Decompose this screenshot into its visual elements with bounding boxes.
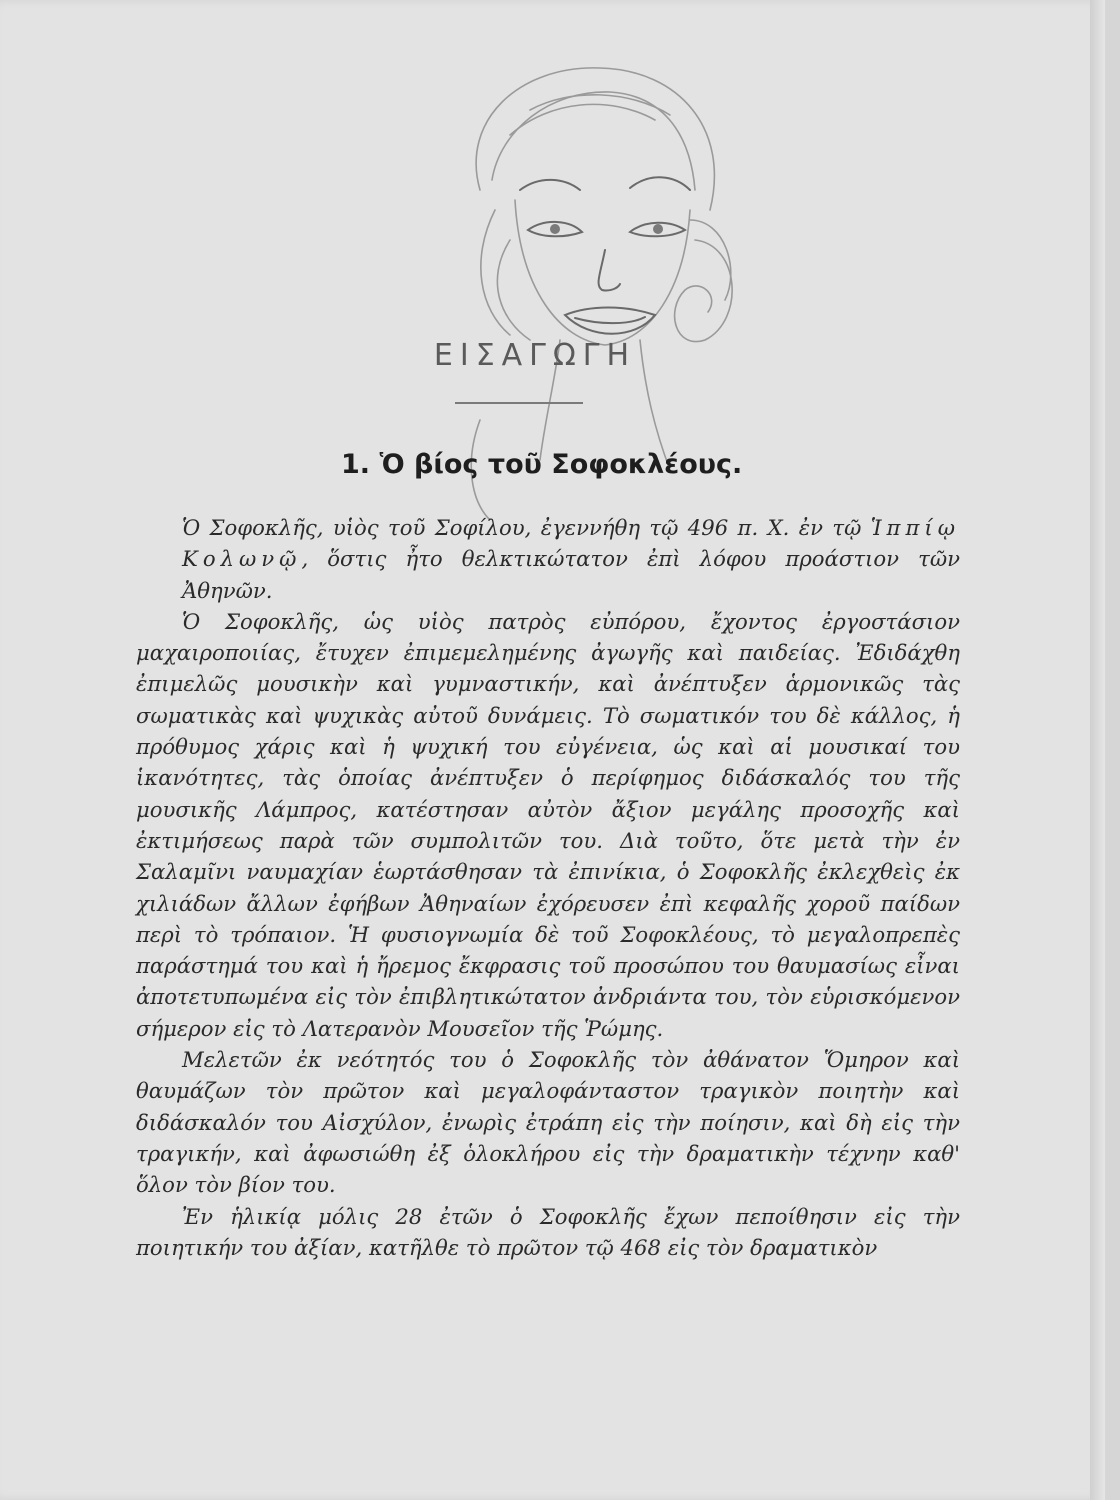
section-title: 1. Ὁ βίος τοῦ Σοφοκλέους. — [341, 449, 743, 480]
right-eyebrow — [630, 177, 690, 190]
body-text — [136, 512, 960, 1263]
chapter-heading: ΕΙΣΑΓΩΓΗ — [433, 338, 637, 373]
paragraph-1-spaced-place: Ἱππίῳ Κολωνῷ — [182, 515, 960, 572]
paragraph-1-start: Ὁ Σοφοκλῆς, υἱὸς τοῦ Σοφίλου, ἐγεννήθη τῷ 496 π. Χ. ἐν τῷ — [182, 515, 871, 540]
portrait-sketch-illustration — [440, 40, 740, 520]
paragraph-4: Ἐν ἡλικίᾳ μόλις 28 ἐτῶν ὁ Σοφοκλῆς ἔχων πεποίθησιν εἰς τὴν ποιητικήν του ἀξίαν, κατῆλθε τὸ πρῶτον τῷ 468 εἰς τὸν δραματικὸν — [136, 1203, 960, 1260]
paragraph-1-end: , ὅστις ἦτο θελκτικώτατον ἐπὶ λόφου προάστιον τῶν Ἀθηνῶν. — [182, 546, 960, 603]
hair-outline — [476, 68, 714, 210]
nose — [599, 250, 620, 291]
paragraph-2: Ὁ Σοφοκλῆς, ὡς υἱὸς πατρὸς εὐπόρου, ἔχοντος ἐργοστάσιον μαχαιροποιίας, ἔτυχεν ἐπιμεμελημένης ἀγωγῆς καὶ παιδείας. Ἐδιδάχθη ἐπιμελῶς μουσικὴν καὶ γυμναστικήν, καὶ ἀνέπτυξεν ἁρμονικῶς τὰς σωματικὰς καὶ ψυχικὰς αὐτοῦ δυνάμεις. Τὸ σωματικόν του δὲ κάλλος, ἡ πρόθυμος χάρις καὶ ἡ ψυχική του εὐγένεια, ὡς καὶ αἱ μουσικαί του ἱκανότητες, τὰς ὁποίας ἀνέπτυξεν ὁ περίφημος διδάσκαλός του τῆς μουσικῆς Λάμπρος, κατέστησαν αὐτὸν ἄξιον μεγάλης προσοχῆς καὶ ἐκτιμήσεως παρὰ τῶν συμπολιτῶν του. Διὰ τοῦτο, ὅτε μετὰ τὴν ἐν Σαλαμῖνι ναυμαχίαν ἑωρτάσθησαν τὰ ἐπινίκια, ὁ Σοφοκλῆς ἐκλεχθεὶς ἐκ χιλιάδων ἄλλων ἐφήβων Ἀθηναίων ἐχόρευσεν ἐπὶ κεφαλῆς χοροῦ παίδων περὶ τὸ τρόπαιον. Ἡ φυσιογνωμία δὲ τοῦ Σοφοκλέους, τὸ μεγαλοπρεπὲς παράστημά του καὶ ἡ ἤρεμος ἔκφρασις τοῦ προσώπου του θαυμασίως εἶναι ἀποτετυπωμένα εἰς τὸν ἐπιβλητικώτατον ἀνδριάντα του, τὸν εὑρισκόμενον σήμερον εἰς τὸ Λατερανὸν Μουσεῖον τῆς Ῥώμης. — [136, 608, 960, 1041]
heading-divider — [455, 402, 583, 404]
paragraph-3: Μελετῶν ἐκ νεότητός του ὁ Σοφοκλῆς τὸν ἀθάνατον Ὅμηρον καὶ θαυμάζων τὸν πρῶτον καὶ μεγαλοφάνταστον τραγικὸν ποιητὴν καὶ διδάσκαλόν του Αἰσχύλον, ἐνωρὶς ἐτράπη εἰς τὴν ποίησιν, καὶ δὴ εἰς τὴν τραγικήν, καὶ ἀφωσιώθη ἐξ ὁλοκλήρου εἰς τὴν δραματικὴν τέχνην καθ' ὅλον τὸν βίον του. — [136, 1047, 960, 1198]
paragraph-1 — [136, 512, 960, 606]
left-eyebrow — [520, 180, 580, 190]
page-edge — [1090, 0, 1105, 1500]
